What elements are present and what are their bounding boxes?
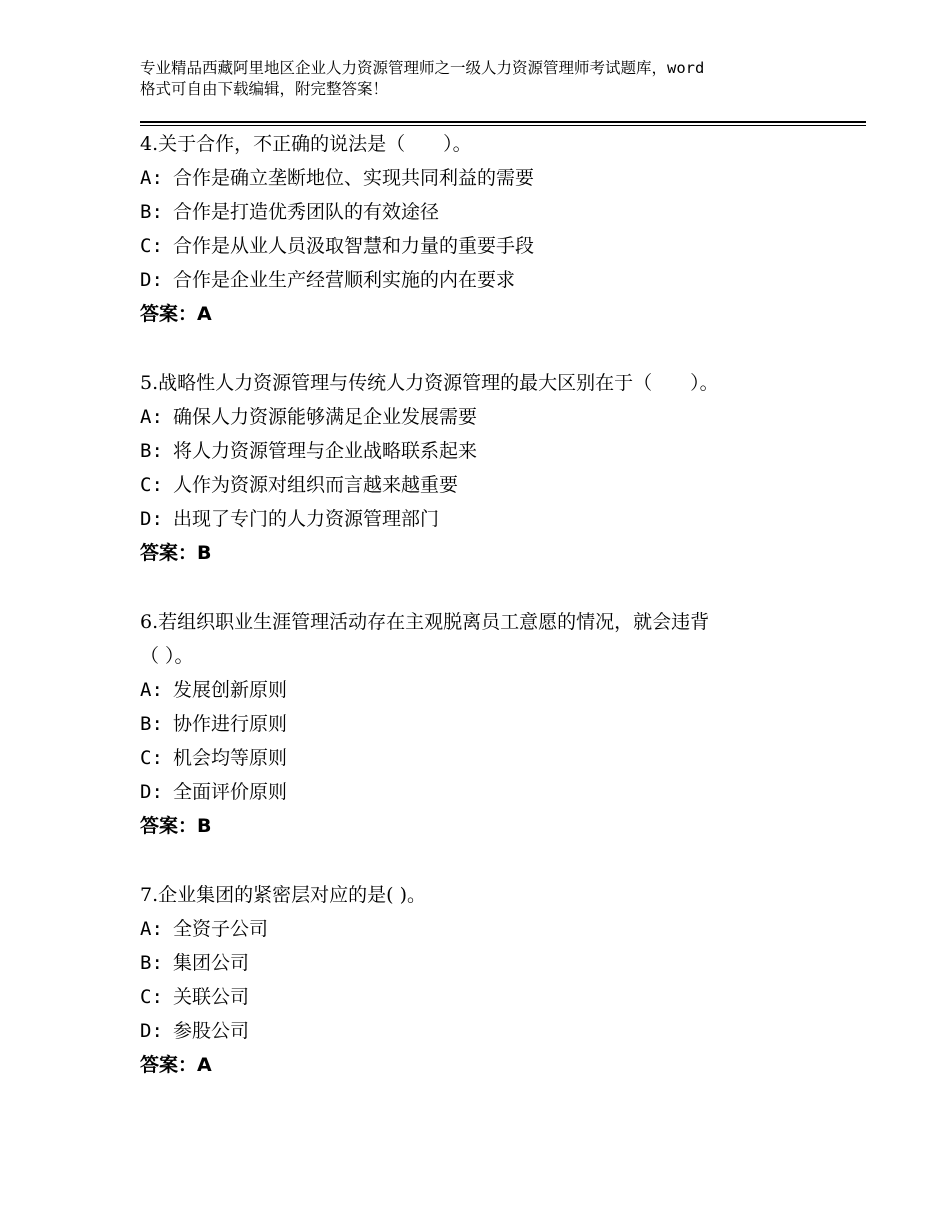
option-a bbox=[140, 673, 709, 707]
option-text: 集团公司 bbox=[173, 952, 250, 974]
option-text: 人作为资源对组织而言越来越重要 bbox=[173, 474, 459, 496]
option-text: 出现了专门的人力资源管理部门 bbox=[173, 508, 440, 530]
option-c bbox=[140, 468, 719, 502]
option-letter: A: bbox=[140, 679, 163, 701]
option-letter: A: bbox=[140, 406, 163, 428]
option-text: 全面评价原则 bbox=[173, 781, 288, 803]
option-text: 合作是确立垄断地位、实现共同利益的需要 bbox=[173, 167, 535, 189]
option-letter: C: bbox=[140, 235, 163, 257]
option-text: 发展创新原则 bbox=[173, 679, 288, 701]
option-letter: C: bbox=[140, 474, 163, 496]
header-line-1: 专业精品西藏阿里地区企业人力资源管理师之一级人力资源管理师考试题库，word bbox=[140, 59, 705, 77]
option-text: 合作是企业生产经营顺利实施的内在要求 bbox=[173, 269, 516, 291]
option-letter: A: bbox=[140, 918, 163, 940]
option-text: 合作是从业人员汲取智慧和力量的重要手段 bbox=[173, 235, 535, 257]
option-text: 关联公司 bbox=[173, 986, 250, 1008]
question-stem: 4.关于合作，不正确的说法是（ ）。 bbox=[140, 133, 472, 155]
option-letter: D: bbox=[140, 269, 163, 291]
header-line-2: 格式可自由下载编辑，附完整答案！ bbox=[140, 80, 389, 98]
question-block bbox=[140, 878, 426, 1082]
option-d bbox=[140, 775, 709, 809]
option-a bbox=[140, 161, 534, 195]
option-c bbox=[140, 980, 426, 1014]
question-block bbox=[140, 366, 719, 570]
answer-line: 答案：A bbox=[140, 303, 212, 325]
question-block bbox=[140, 605, 709, 843]
document-header bbox=[140, 58, 840, 100]
option-text: 协作进行原则 bbox=[173, 713, 288, 735]
option-letter: D: bbox=[140, 1020, 163, 1042]
option-b bbox=[140, 434, 719, 468]
option-text: 合作是打造优秀团队的有效途径 bbox=[173, 201, 440, 223]
option-b bbox=[140, 707, 709, 741]
option-letter: B: bbox=[140, 201, 163, 223]
option-b bbox=[140, 946, 426, 980]
option-letter: C: bbox=[140, 986, 163, 1008]
header-divider-thin bbox=[140, 125, 866, 126]
answer-line: 答案：B bbox=[140, 542, 212, 564]
question-stem-continued: （ ）。 bbox=[140, 645, 194, 667]
question-block bbox=[140, 127, 534, 331]
option-text: 全资子公司 bbox=[173, 918, 269, 940]
option-d bbox=[140, 263, 534, 297]
option-text: 参股公司 bbox=[173, 1020, 250, 1042]
answer-line: 答案：A bbox=[140, 1054, 212, 1076]
question-stem: 7.企业集团的紧密层对应的是( )。 bbox=[140, 884, 426, 906]
question-stem: 6.若组织职业生涯管理活动存在主观脱离员工意愿的情况，就会违背 bbox=[140, 611, 710, 633]
option-letter: B: bbox=[140, 440, 163, 462]
question-stem: 5.战略性人力资源管理与传统人力资源管理的最大区别在于（ ）。 bbox=[140, 372, 719, 394]
option-text: 将人力资源管理与企业战略联系起来 bbox=[173, 440, 478, 462]
option-c bbox=[140, 229, 534, 263]
option-text: 确保人力资源能够满足企业发展需要 bbox=[173, 406, 478, 428]
option-letter: A: bbox=[140, 167, 163, 189]
option-d bbox=[140, 1014, 426, 1048]
option-b bbox=[140, 195, 534, 229]
option-text: 机会均等原则 bbox=[173, 747, 288, 769]
option-letter: C: bbox=[140, 747, 163, 769]
answer-line: 答案：B bbox=[140, 815, 212, 837]
option-letter: D: bbox=[140, 781, 163, 803]
header-divider-thick bbox=[140, 121, 866, 123]
option-letter: B: bbox=[140, 952, 163, 974]
option-d bbox=[140, 502, 719, 536]
option-a bbox=[140, 400, 719, 434]
option-a bbox=[140, 912, 426, 946]
option-letter: B: bbox=[140, 713, 163, 735]
option-letter: D: bbox=[140, 508, 163, 530]
option-c bbox=[140, 741, 709, 775]
